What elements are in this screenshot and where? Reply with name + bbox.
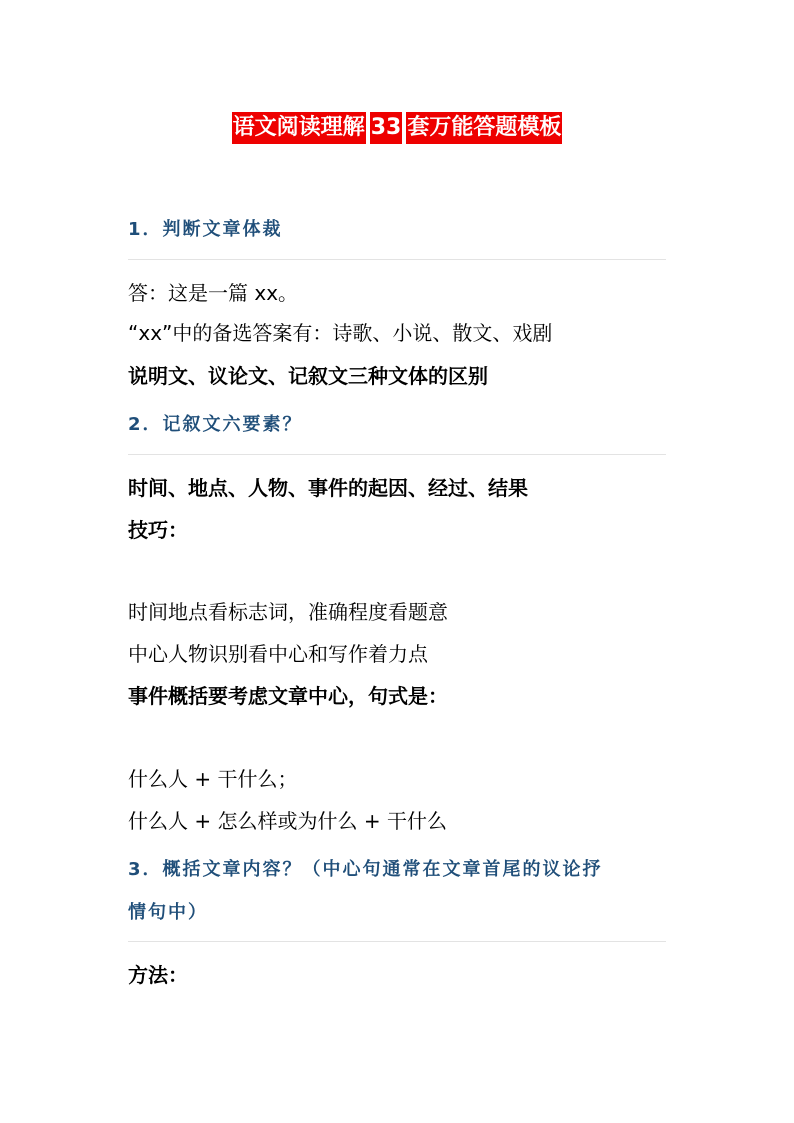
title-segment-2: 33 (370, 112, 403, 144)
title-segment-3: 套万能答题模板 (406, 112, 562, 144)
pattern-line-2: 什么人 + 怎么样或为什么 + 干什么 (128, 809, 447, 833)
elements-line: 时间、地点、人物、事件的起因、经过、结果 (128, 476, 528, 500)
method-label: 方法： (128, 963, 188, 987)
section-1-divider (128, 259, 666, 260)
answer-line: 答：这是一篇 xx。 (128, 281, 299, 305)
section-2-heading: 2．记叙文六要素？ (128, 414, 303, 435)
title-segment-1: 语文阅读理解 (232, 112, 366, 144)
difference-line: 说明文、议论文、记叙文三种文体的区别 (128, 364, 488, 388)
section-2-divider (128, 454, 666, 455)
document-title (0, 112, 794, 144)
section-3-heading-line-1: 3．概括文章内容？（中心句通常在文章首尾的议论抒 (128, 859, 603, 880)
section-3-heading-line-2: 情句中） (128, 902, 208, 923)
tip-line-2: 中心人物识别看中心和写作着力点 (128, 642, 428, 666)
section-3-divider (128, 941, 666, 942)
section-1-heading: 1．判断文章体裁 (128, 219, 283, 240)
options-line: “xx”中的备选答案有：诗歌、小说、散文、戏剧 (128, 321, 553, 345)
tip-line-3: 事件概括要考虑文章中心，句式是： (128, 684, 448, 708)
pattern-line-1: 什么人 + 干什么； (128, 767, 298, 791)
tips-label: 技巧： (128, 518, 188, 542)
tip-line-1: 时间地点看标志词，准确程度看题意 (128, 600, 448, 624)
